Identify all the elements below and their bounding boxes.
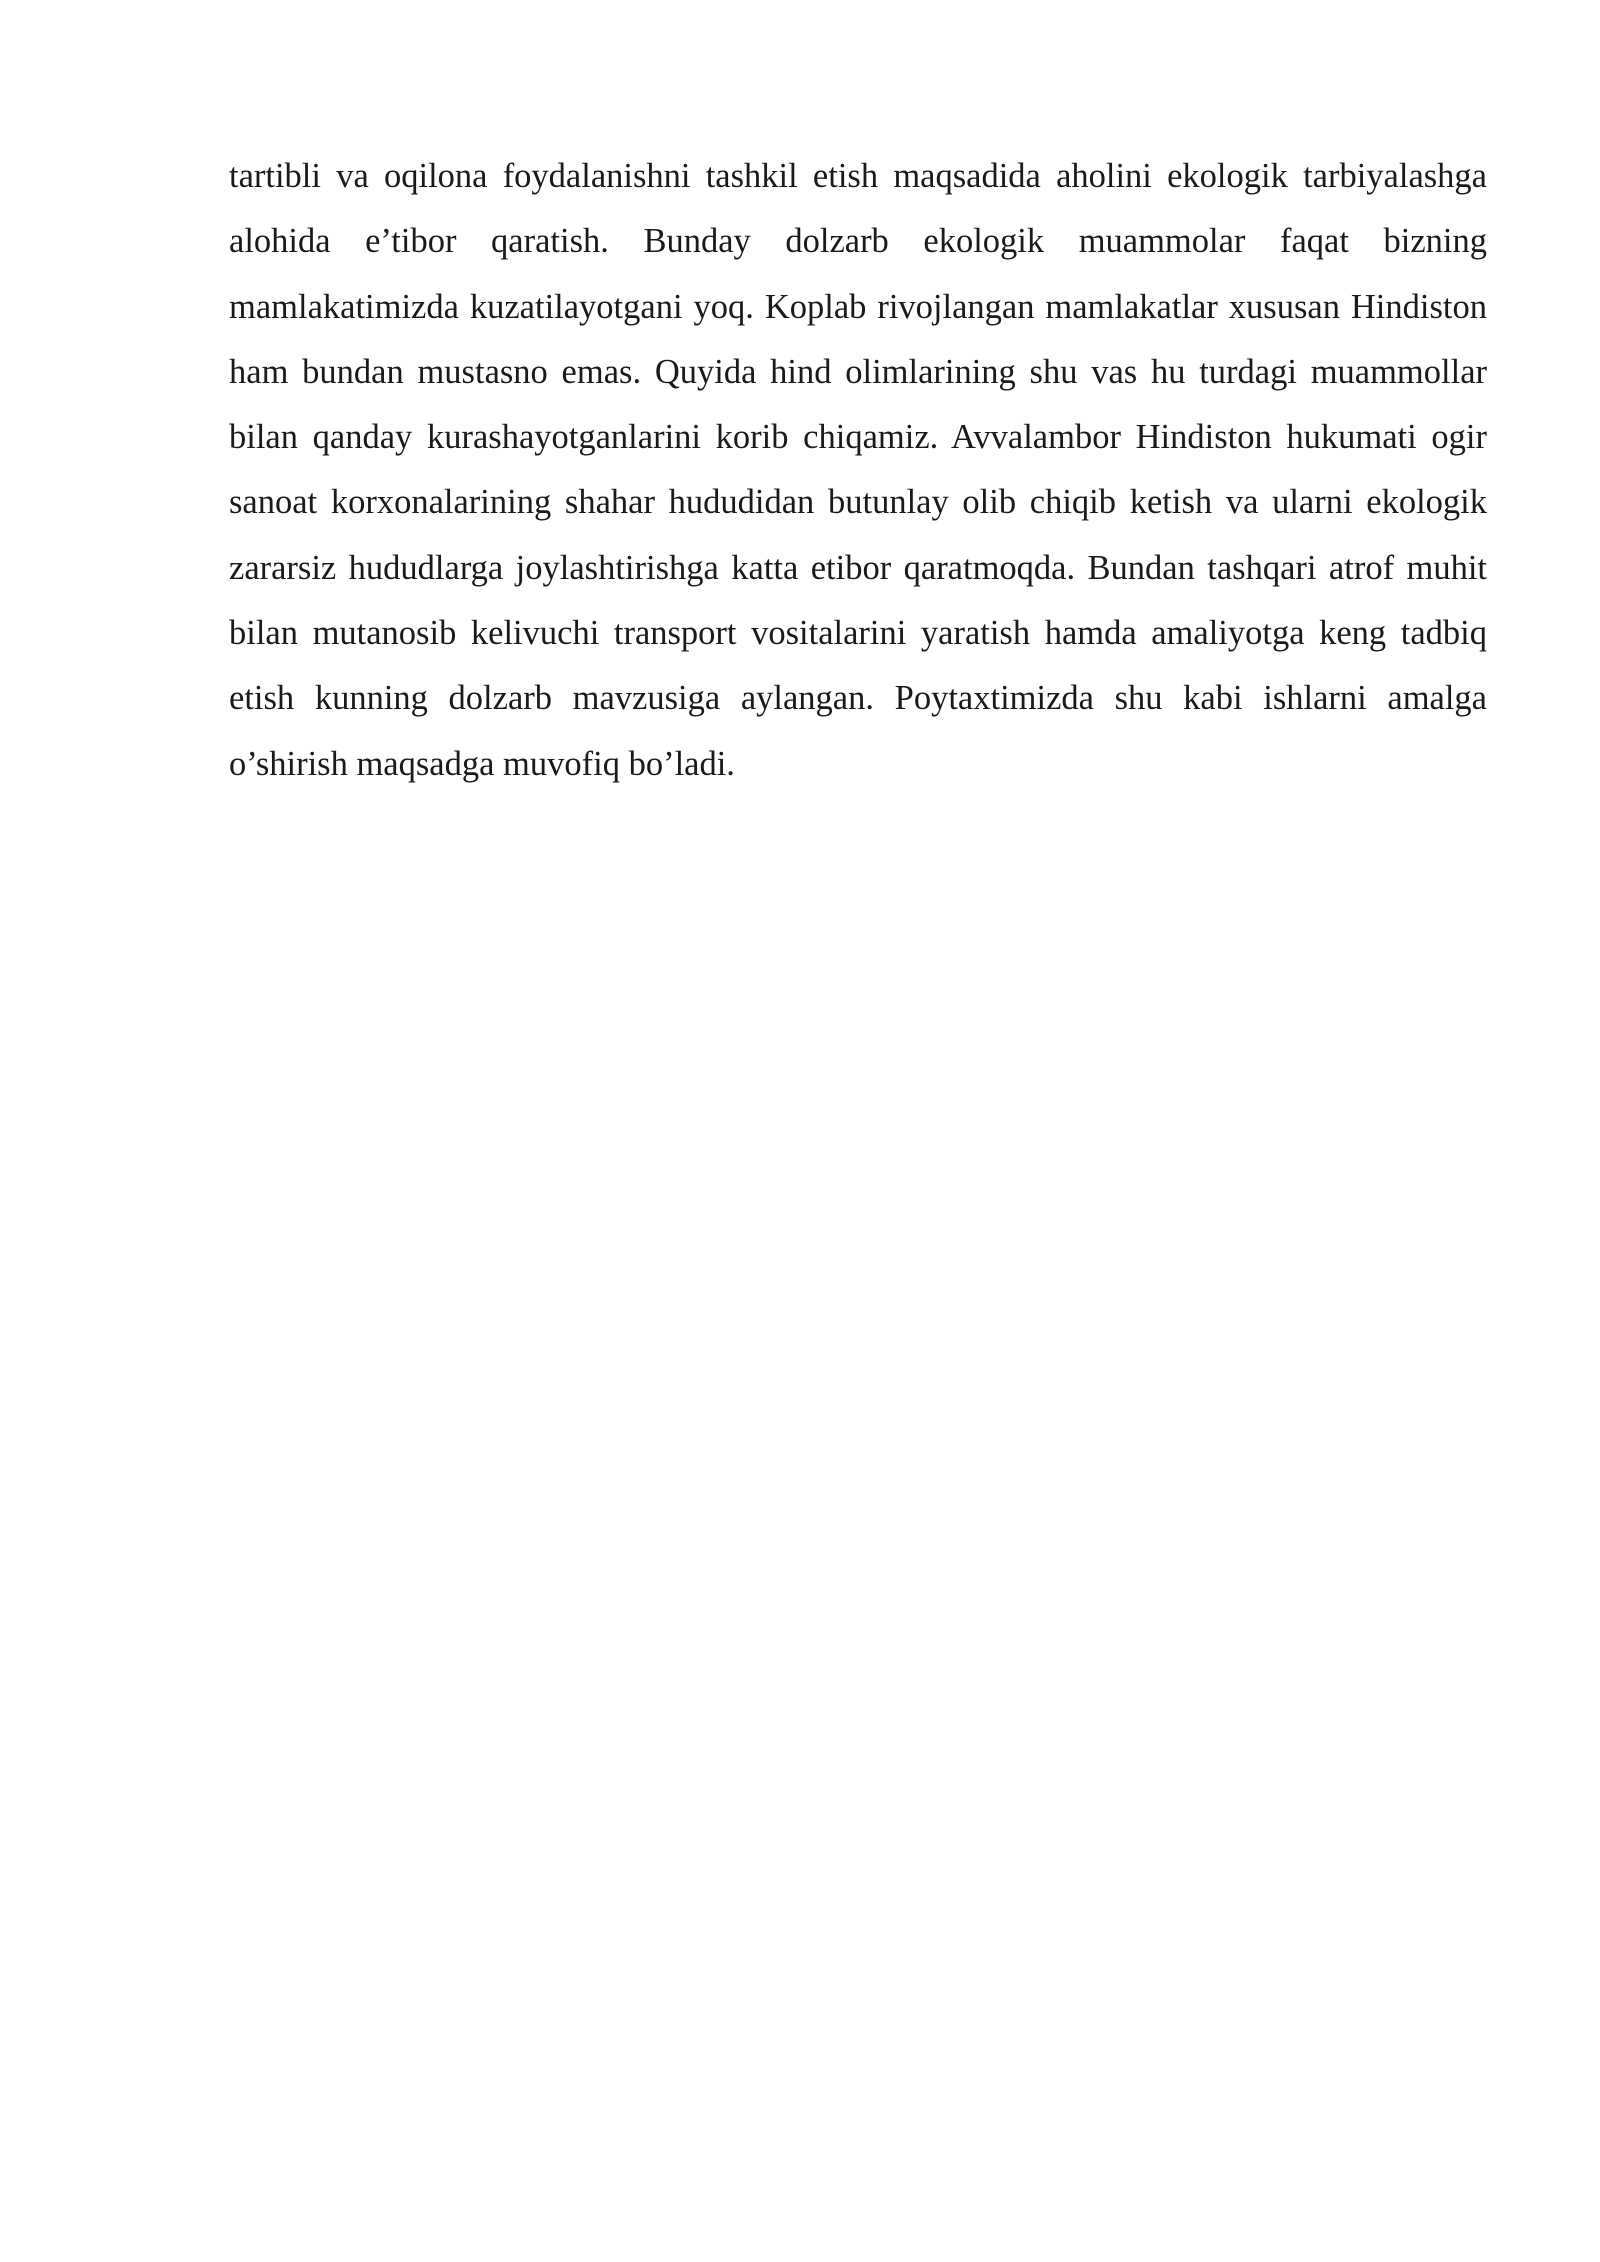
body-paragraph: tartibli va oqilona foydalanishni tashkil etish maqsadida aholini ekologik tarbiyalashga alohida e’tibor qaratish. Bunday dolzarb ekologik muammolar faqat bizning mamlakatimizda kuzatilayotgani yoq. Koplab rivojlangan mamlakatlar xususan Hindiston ham bundan mustasno emas. Quyida hind olimlarining shu vas hu turdagi muammollar bilan qanday kurashayotganlarini korib chiqamiz. Avvalambor Hindiston hukumati ogir sanoat korxonalarining shahar hududidan butunlay olib chiqib ketish va ularni ekologik zararsiz hududlarga joylashtirishga katta etibor qaratmoqda. Bundan tashqari atrof muhit bilan mutanosib kelivuchi transport vositalarini yaratish hamda amaliyotga keng tadbiq etish kunning dolzarb mavzusiga aylangan. Poytaxtimizda shu kabi ishlarni amalga o’shirish maqsadga muvofiq bo’ladi. [229, 157, 1487, 783]
